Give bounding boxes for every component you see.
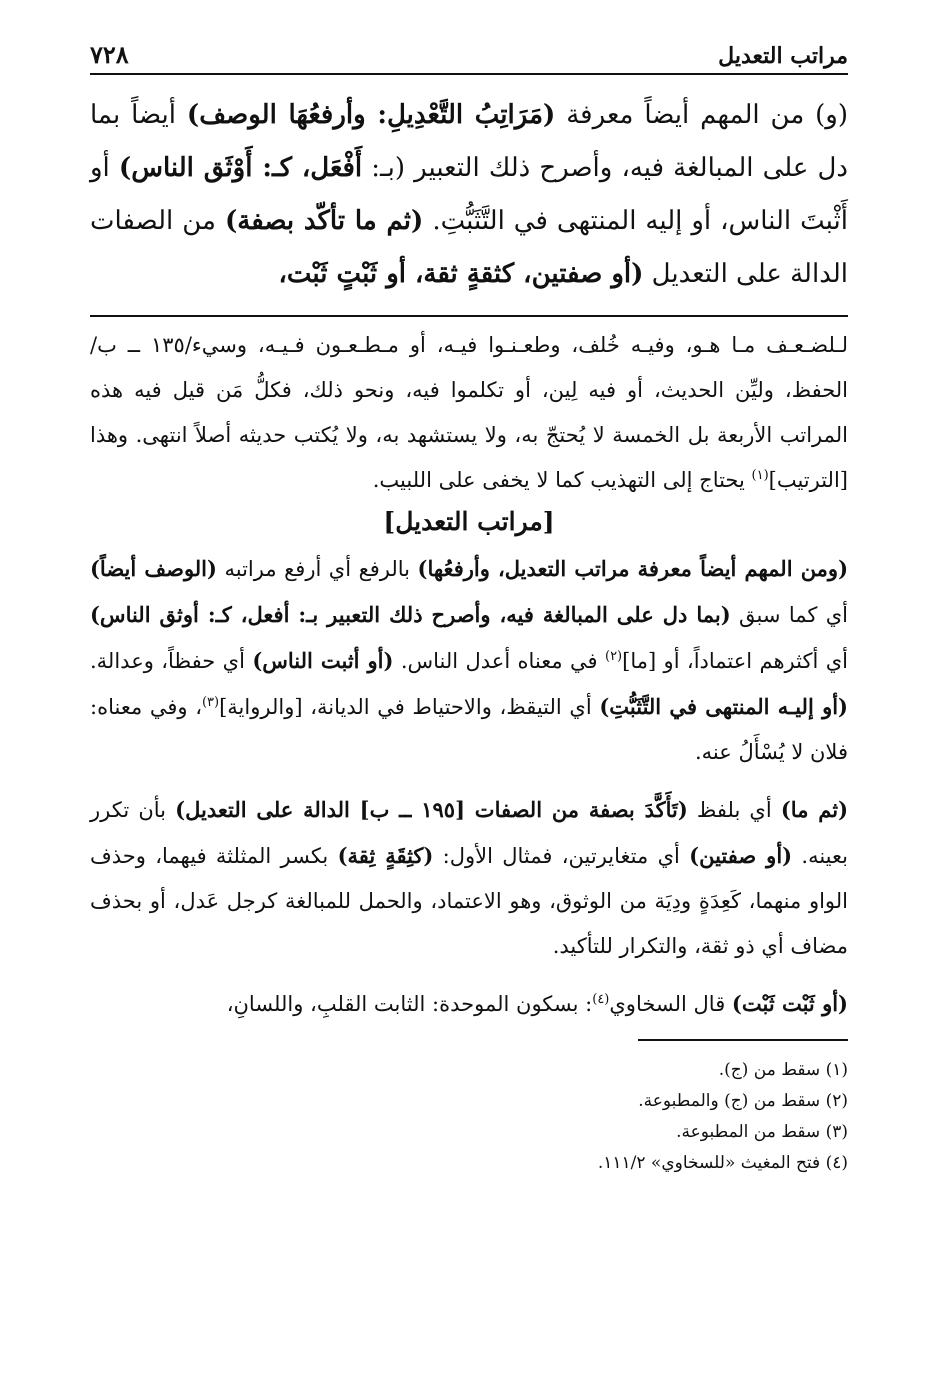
text-run: أي التيقظ، والاحتياط في الديانة، [والرواية]: [219, 695, 600, 719]
footnote-1: (١) سقط من (ج).: [718, 1060, 848, 1080]
bold-text-run: (أو ثَبْت ثَبْت): [731, 991, 848, 1016]
text-run: بالرفع أي أرفع مراتبه: [216, 557, 418, 581]
text-run: في معناه أعدل الناس.: [393, 649, 605, 673]
bold-text-run: (ومن المهم أيضاً معرفة مراتب التعديل، وأرفعُها): [417, 556, 848, 581]
text-run: من الصفات الدالة على التعديل: [90, 206, 848, 289]
text-run: (و) من المهم أيضاً معرفة: [555, 100, 848, 130]
text-run: بأن تكرر بعينه.: [90, 798, 848, 868]
footnote-ref: (٤): [592, 992, 610, 1007]
running-header: [90, 40, 848, 75]
text-run: أي حفظاً، وعدالة.: [90, 649, 253, 673]
footnote-4: (٤) فتح المغيث «للسخاوي» ١١١/٢.: [597, 1153, 848, 1173]
sharh-paragraph-1: [90, 546, 848, 775]
footnotes-separator: [638, 1039, 848, 1041]
text-run: قال السخاوي: [609, 992, 732, 1016]
footnotes: [90, 1055, 848, 1179]
book-page: [90, 40, 848, 1341]
footnote-ref: (٢): [604, 649, 623, 664]
text-run: أو أَثْبتَ الناس، أو إليه المنتهى في التَّثَبُّتِ.: [90, 153, 848, 236]
carried-footnote-text-end: يحتاج إلى التهذيب كما لا يخفى على اللبيب.: [372, 468, 752, 492]
bold-text-run: (مَرَاتِبُ التَّعْدِيلِ: وأرفعُهَا الوصف): [186, 100, 556, 130]
bold-text-run: أَفْعَل، كـ: أَوْثَق الناس): [118, 153, 363, 183]
footnote-2: (٢) سقط من (ج) والمطبوعة.: [638, 1091, 848, 1111]
carried-footnote: [90, 323, 848, 503]
bold-text-run: (ثم ما تأكّد بصفة): [224, 206, 424, 236]
section-title: [مراتب التعديل]: [383, 507, 555, 536]
footnote-ref: (٣): [201, 695, 220, 710]
footnote-3: (٣) سقط من المطبوعة.: [676, 1122, 848, 1142]
bold-text-run: (أو أثبت الناس): [252, 648, 394, 673]
bold-text-run: (بما دل على المبالغة فيه، وأصرح ذلك التعبير بـ: أفعل، كـ: أوثق الناس): [90, 602, 731, 627]
bold-text-run: (كثِقَةٍ ثِقة): [337, 843, 434, 868]
matn-paragraph: [90, 89, 848, 301]
bold-text-run: (أو صفتين، كثقةٍ ثقة، أو ثَبْتٍ ثَبْت،: [278, 259, 644, 289]
carried-footnote-paragraph: [90, 323, 848, 503]
text-run: أي متغايرتين، فمثال الأول:: [433, 844, 690, 868]
matn-text: [90, 89, 848, 301]
text-run: أي أكثرهم اعتماداً، أو [ما]: [622, 649, 848, 673]
carried-footnote-text: لـلضـعـف مـا هـو، وفيـه خُلف، وطعـنـوا فيـه، أو مـطـعـون فـيـه، وسيء/١٣٥ ــ ب/الحفظ، وليِّن الحديث، أو فيه لِين، أو تكلموا فيه، ونحو ذلك، فكلُّ مَن قيل فيه هذه المراتب الأربعة بل الخمسة لا يُحتجّ به، ولا يستشهد به، ولا يُكتب حديثه أصلاً انتهى. وهذا [الترتيب]: [90, 333, 848, 492]
bold-text-run: (أو إليـه المنتهى في التَّثَبُّتِ): [599, 694, 848, 719]
text-run: أيضاً بما دل على المبالغة فيه، وأصرح ذلك التعبير (بـ:: [90, 100, 849, 183]
sharh-paragraph-3: [90, 981, 848, 1027]
footnote-separator: [90, 315, 848, 317]
sharh-text: [90, 546, 848, 1027]
text-run: بكسر المثلثة فيهما، وحذف الواو منهما، كَعِدَةٍ ودِيَة من الوثوق، وهو الاعتماد، والحمل للمبالغة كرجل عَدل، أو بحذف مضاف أي ذو ثقة، والتكرار للتأكيد.: [90, 844, 848, 958]
footnote-ref: (١): [751, 468, 769, 483]
text-run: ، وفي معناه: فلان لا يُسْأَلُ عنه.: [90, 695, 848, 764]
running-title: مراتب التعديل: [718, 43, 848, 69]
text-run: أي بلفظ: [687, 798, 781, 822]
text-run: أي كما سبق: [730, 603, 849, 627]
text-run: : بسكون الموحدة: الثابت القلبِ، واللسانِ،: [226, 992, 593, 1016]
sharh-paragraph-2: [90, 787, 848, 969]
bold-text-run: (أو صفتين): [689, 843, 793, 868]
page-number: ٧٢٨: [90, 40, 129, 69]
bold-text-run: (تَأَكَّدَ بصفة من الصفات [١٩٥ ــ ب] الدالة على التعديل): [175, 797, 688, 822]
bold-text-run: (الوصف أيضاً): [90, 556, 217, 581]
bold-text-run: (ثم ما): [780, 797, 849, 822]
